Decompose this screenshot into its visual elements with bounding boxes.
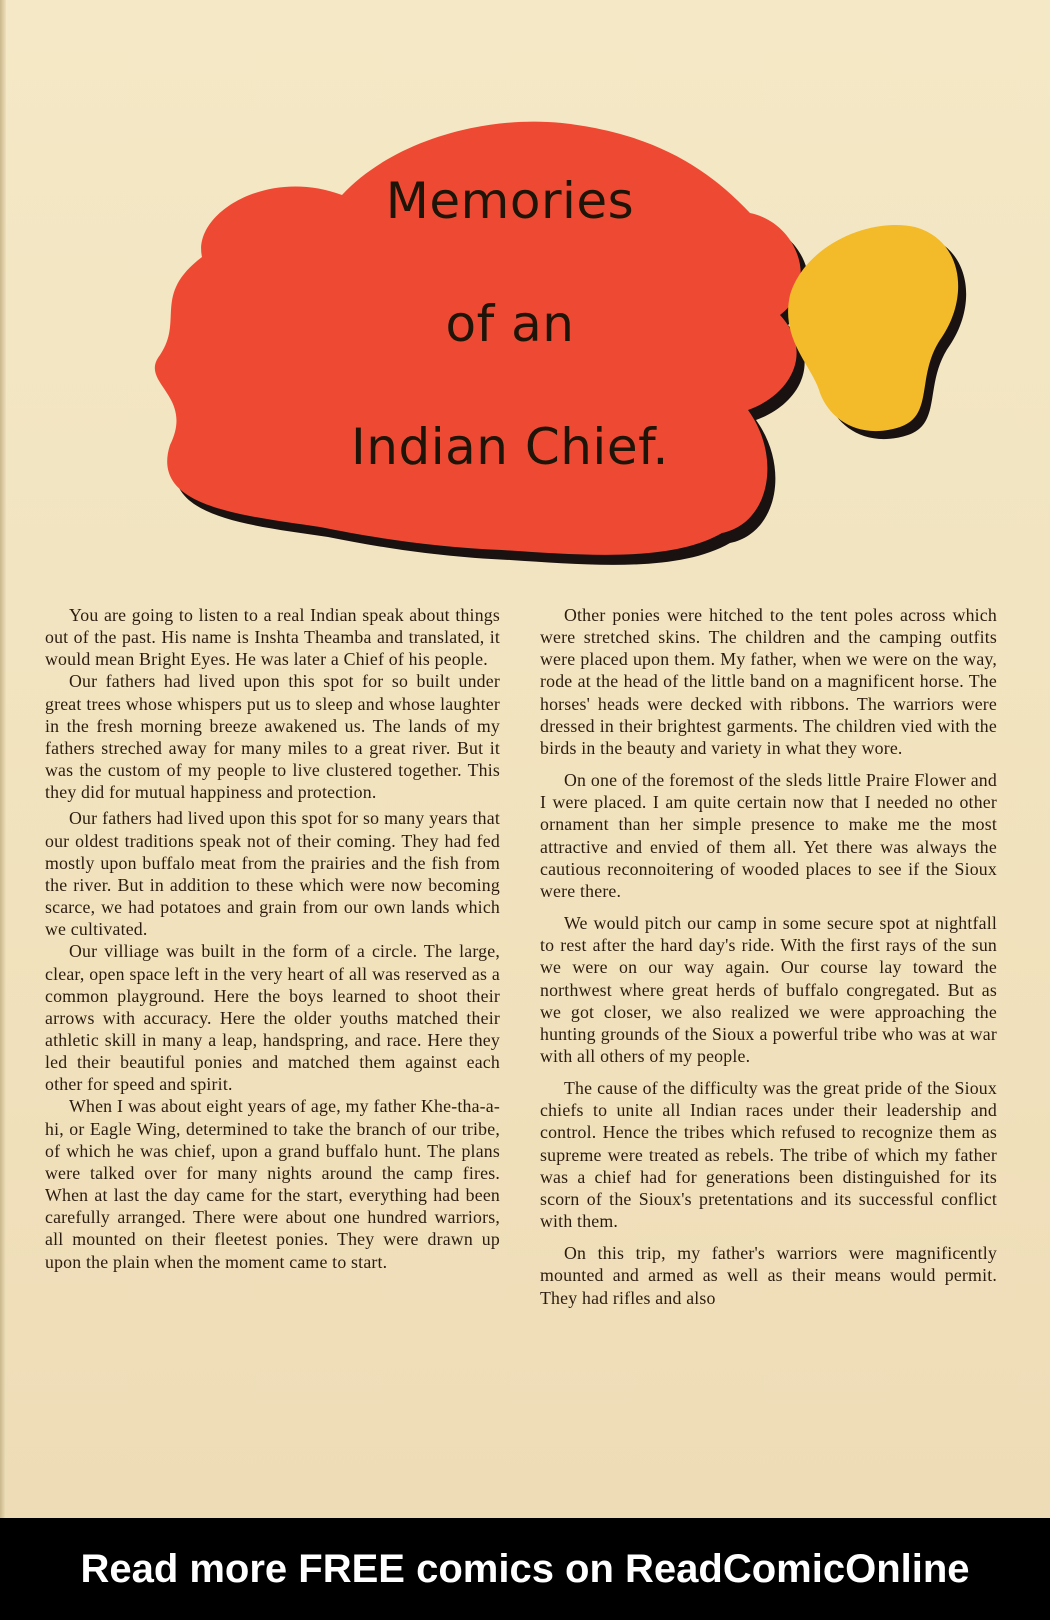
paragraph: Our villiage was built in the form of a circle. The large, clear, open space left in the very heart of all was reserved as a common playground. Here the boys learned to shoot their arrows with accuracy. Here the older youths matched their athletic skill in many a leap, handspring, and race. Here they led their beautiful ponies and matched them against each other for speed and spirit. — [45, 941, 500, 1095]
paragraph: On this trip, my father's warriors were magnificently mounted and armed as well as their means would permit. They had rifles and also — [540, 1243, 997, 1308]
yellow-blob — [788, 225, 958, 431]
right-text-column — [540, 604, 997, 1309]
paragraph: Other ponies were hitched to the tent poles across which were stretched skins. The children and the camping outfits were placed upon them. My father, when we were on the way, rode at the head of the little band on a magnificent horse. The horses' heads were decked with ribbons. The warriors were dressed in their brightest garments. The children vied with the birds in the beauty and variety in what they wore. — [540, 605, 997, 758]
title-line-1: Memories — [385, 172, 635, 230]
page-binding-edge — [0, 0, 6, 1518]
paragraph: When I was about eight years of age, my father Khe-tha-a-hi, or Eagle Wing, determined to take the branch of our tribe, of which he was chief, upon a grand buffalo hunt. The plans were talked over for many nights around the camp fires. When at last the day came for the start, everything had been carefully arranged. There were about one hundred warriors, all mounted on their fleetest ponies. They were drawn up upon the plain when the moment came to start. — [45, 1096, 500, 1272]
paragraph: The cause of the difficulty was the great pride of the Sioux chiefs to unite all Indian races under their leadership and control. Hence the tribes which refused to recognize them as supreme were treated as rebels. The tribe of which my father was a chief had for generations been distinguished for its scorn of the Sioux's pretentations and its successful conflict with them. — [540, 1078, 997, 1232]
title-line-3: Indian Chief. — [351, 418, 669, 476]
title-line-2: of an — [445, 295, 575, 353]
paragraph: You are going to listen to a real Indian speak about things out of the past. His name is Inshta Theamba and translated, it would mean Bright Eyes. He was later a Chief of his people. — [45, 605, 500, 670]
left-text-column — [45, 604, 500, 1273]
paragraph: Our fathers had lived upon this spot for so many years that our oldest traditions speak not of their coming. They had fed mostly upon buffalo meat from the prairies and the fish from the river. But in addition to these which were now becoming scarce, we had potatoes and grain from our own lands which we cultivated. — [45, 808, 500, 940]
paragraph: On one of the foremost of the sleds little Praire Flower and I were placed. I am quite certain now that I needed no other ornament than her simple presence to make me the most attractive and envied of them all. Yet there was always the cautious reconnoitering of wooded places to see if the Sioux were there. — [540, 770, 997, 901]
promo-banner[interactable]: Read more FREE comics on ReadComicOnline — [0, 1518, 1050, 1620]
paragraph: Our fathers had lived upon this spot for so built under great trees whose whispers put us to sleep and whose laughter in the fresh morning breeze awakened us. The lands of my fathers streched away for many miles to a great river. But it was the custom of my people to live clustered together. This they did for mutual happiness and protection. — [45, 671, 500, 803]
paragraph: We would pitch our camp in some secure spot at nightfall to rest after the hard day's ride. With the first rays of the sun we were on our way again. Our course lay toward the northwest where great herds of buffalo congregated. But as we got closer, we also realized we were approaching the hunting grounds of the Sioux a powerful tribe who was at war with all others of my people. — [540, 913, 997, 1066]
